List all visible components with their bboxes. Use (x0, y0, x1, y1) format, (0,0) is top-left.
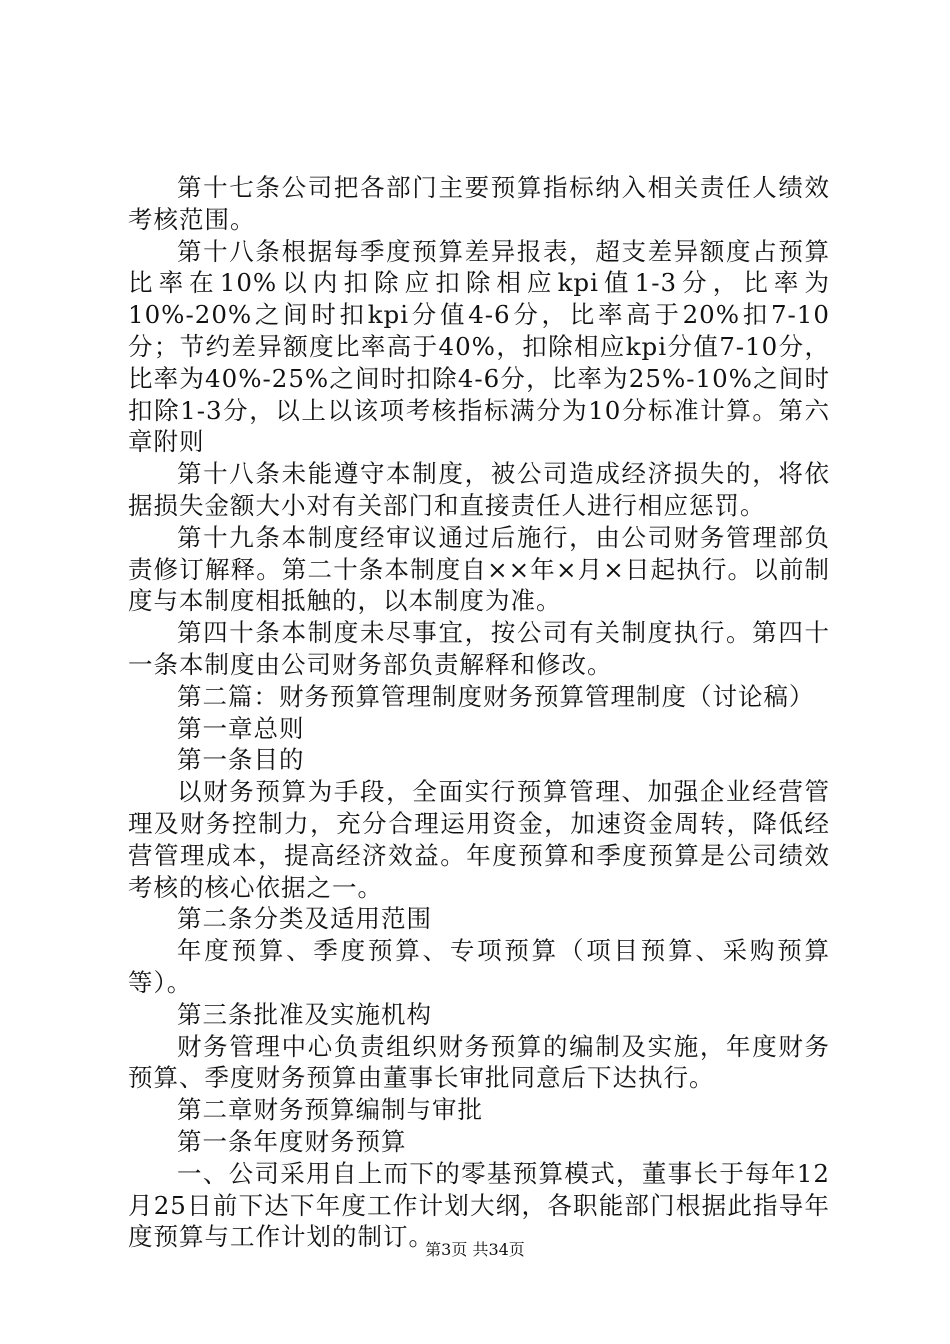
paragraph: 以财务预算为手段，全面实行预算管理、加强企业经营管理及财务控制力，充分合理运用资金，加速资金周转，降低经营管理成本，提高经济效益。年度预算和季度预算是公司绩效考核的核心依据之一。 (128, 777, 830, 902)
paragraph: 年度预算、季度预算、专项预算（项目预算、采购预算等）。 (128, 936, 830, 997)
body-text (128, 172, 830, 1253)
paragraph: 第十七条公司把各部门主要预算指标纳入相关责任人绩效考核范围。 (128, 173, 830, 234)
chapter-heading: 第二章财务预算编制与审批 (177, 1095, 483, 1125)
paragraph: 第四十条本制度未尽事宜，按公司有关制度执行。第四十一条本制度由公司财务部负责解释和修改。 (128, 618, 830, 679)
page-number-footer: 第3页 共34页 (425, 1240, 525, 1259)
chapter-heading: 第一章总则 (177, 713, 305, 743)
article-heading: 第一条目的 (177, 745, 305, 775)
article-heading: 第一条年度财务预算 (177, 1126, 407, 1156)
paragraph: 一、公司采用自上而下的零基预算模式，董事长于每年12月25日前下达下年度工作计划大纲，各职能部门根据此指导年度预算与工作计划的制订。 (128, 1158, 830, 1252)
paragraph: 第十八条未能遵守本制度，被公司造成经济损失的，将依据损失金额大小对有关部门和直接责任人进行相应惩罚。 (128, 459, 830, 520)
paragraph: 第十八条根据每季度预算差异报表，超支差异额度占预算比率在10%以内扣除应扣除相应kpi值1-3分，比率为10%-20%之间时扣kpi分值4-6分，比率高于20%扣7-10分；节约差异额度比率高于40%，扣除相应kpi分值7-10分，比率为40%-25%之间时扣除4-6分，比率为25%-10%之间时扣除1-3分，以上以该项考核指标满分为10分标准计算。第六章附则 (128, 236, 830, 457)
article-heading: 第二条分类及适用范围 (177, 904, 432, 934)
article-heading: 第三条批准及实施机构 (177, 999, 432, 1029)
section-heading: 第二篇：财务预算管理制度财务预算管理制度（讨论稿） (177, 681, 815, 711)
paragraph: 财务管理中心负责组织财务预算的编制及实施，年度财务预算、季度财务预算由董事长审批同意后下达执行。 (128, 1031, 830, 1093)
paragraph: 第十九条本制度经审议通过后施行，由公司财务管理部负责修订解释。第二十条本制度自××年×月×日起执行。以前制度与本制度相抵触的，以本制度为准。 (128, 522, 830, 616)
